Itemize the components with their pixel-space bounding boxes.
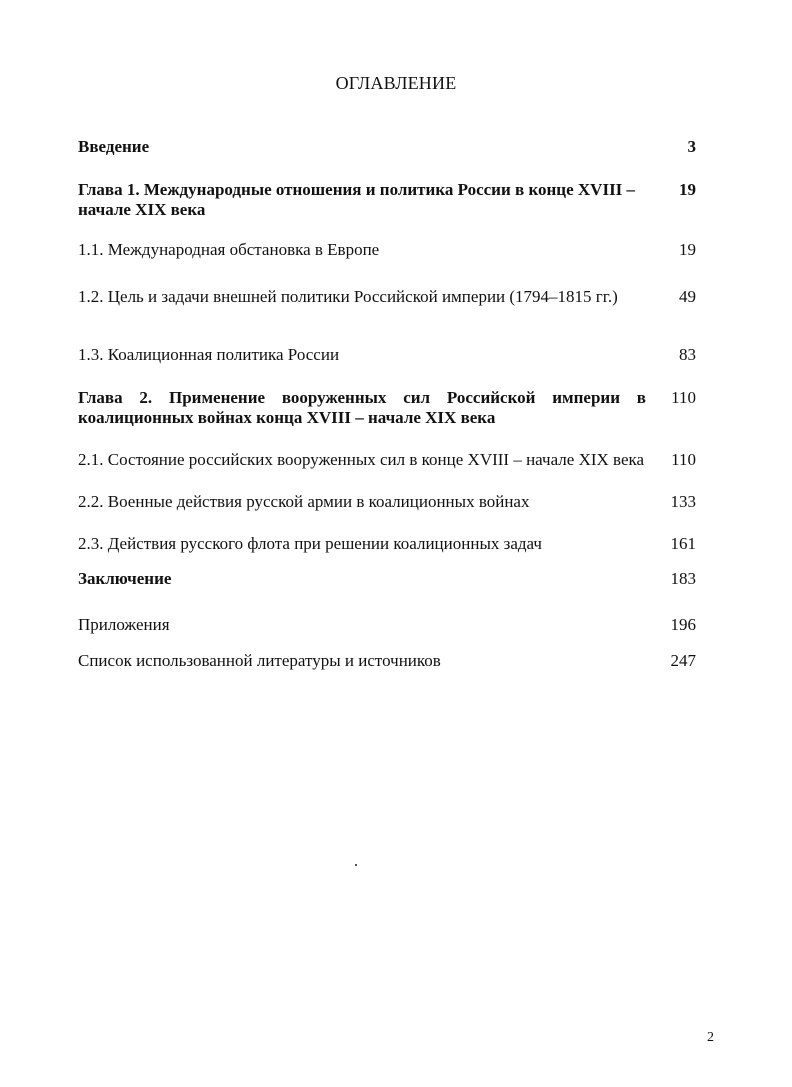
toc-entry-text: 2.2. Военные действия русской армии в коалиционных войнах xyxy=(78,492,530,511)
toc-entry-introduction xyxy=(78,137,696,157)
toc-entry-page: 49 xyxy=(679,287,696,306)
toc-entry-page: 3 xyxy=(687,137,696,156)
toc-entry-page: 183 xyxy=(670,569,696,588)
toc-entry-text: Список использованной литературы и источников xyxy=(78,651,441,670)
toc-entry-conclusion xyxy=(78,569,696,589)
toc-entry-section-2-2 xyxy=(78,492,696,512)
toc-title: ОГЛАВЛЕНИЕ xyxy=(335,73,457,93)
toc-entry-text: Глава 2. Применение вооруженных сил Российской империи в коалиционных войнах конца XVIII – начале XIX века xyxy=(78,388,646,427)
toc-entry-section-2-3 xyxy=(78,534,696,554)
toc-entry-section-1-1 xyxy=(78,240,696,260)
toc-entry-text: Глава 1. Международные отношения и политика России в конце XVIII – начале XIX века xyxy=(78,180,636,219)
toc-entry-chapter-1 xyxy=(78,180,696,220)
page-number: 2 xyxy=(707,1030,714,1045)
toc-entry-page: 196 xyxy=(670,615,696,634)
toc-entry-section-2-1 xyxy=(78,450,696,470)
toc-entry-page: 247 xyxy=(670,651,696,670)
toc-entry-text: Заключение xyxy=(78,569,172,588)
scan-speck xyxy=(355,864,357,866)
toc-entry-text: 2.1. Состояние российских вооруженных сил в конце XVIII – начале XIX века xyxy=(78,450,645,469)
toc-entry-appendices xyxy=(78,615,696,635)
toc-entry-page: 110 xyxy=(671,450,696,469)
toc-entry-section-1-3 xyxy=(78,345,696,365)
toc-entry-text: 1.3. Коалиционная политика России xyxy=(78,345,340,364)
toc-entry-section-1-2 xyxy=(78,287,696,307)
toc-entry-page: 133 xyxy=(670,492,696,511)
toc-entry-page: 19 xyxy=(679,180,696,199)
toc-entry-bibliography xyxy=(78,651,696,671)
toc-entry-text: 1.1. Международная обстановка в Европе xyxy=(78,240,380,259)
toc-entry-text: Введение xyxy=(78,137,150,156)
toc-entry-text: 2.3. Действия русского флота при решении коалиционных задач xyxy=(78,534,542,553)
toc-entry-page: 161 xyxy=(670,534,696,553)
toc-entry-page: 83 xyxy=(679,345,696,364)
toc-entry-page: 19 xyxy=(679,240,696,259)
toc-entry-chapter-2 xyxy=(78,388,696,428)
toc-entry-text: Приложения xyxy=(78,615,170,634)
toc-entry-page: 110 xyxy=(671,388,696,407)
toc-entry-text: 1.2. Цель и задачи внешней политики Российской империи (1794–1815 гг.) xyxy=(78,287,618,306)
